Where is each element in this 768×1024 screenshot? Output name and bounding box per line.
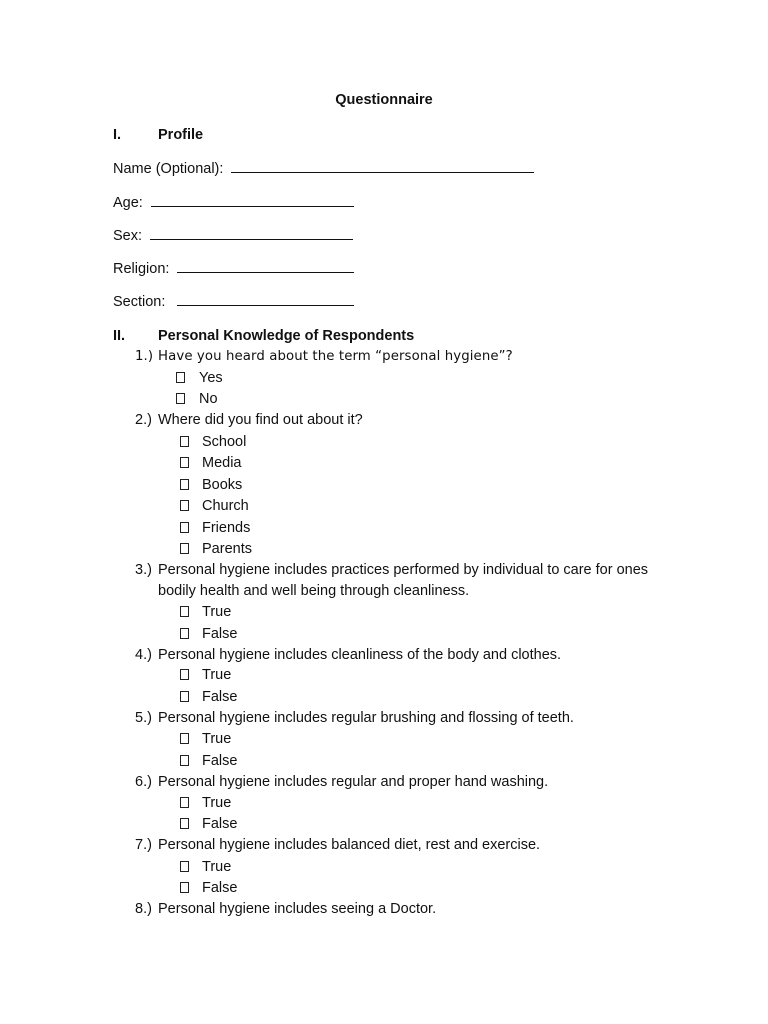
section-blank-line[interactable] — [177, 293, 354, 306]
checkbox[interactable] — [180, 436, 189, 447]
option-label: Parents — [202, 541, 252, 557]
option-true[interactable] — [176, 795, 231, 811]
checkbox[interactable] — [180, 818, 189, 829]
checkbox[interactable] — [180, 797, 189, 808]
sex-blank-line[interactable] — [150, 227, 353, 240]
option-label: School — [202, 434, 247, 450]
question-number: 1.) — [135, 349, 154, 364]
option-yes[interactable] — [176, 370, 223, 386]
checkbox[interactable] — [180, 500, 189, 511]
checkbox[interactable] — [180, 861, 189, 872]
section-title: Profile — [158, 127, 204, 143]
question-number: 2.) — [135, 412, 152, 428]
option-false[interactable] — [176, 753, 237, 769]
option-true[interactable] — [176, 731, 231, 747]
age-field[interactable] — [113, 194, 354, 211]
section-number: II. — [113, 328, 126, 344]
option-false[interactable] — [176, 626, 237, 642]
checkbox[interactable] — [180, 733, 189, 744]
option-label: No — [199, 391, 218, 407]
option-label: False — [202, 689, 238, 705]
option-false[interactable] — [176, 689, 237, 705]
question-4 — [135, 647, 561, 663]
option-label: False — [202, 626, 238, 642]
option-label: Yes — [199, 370, 223, 386]
section-knowledge-heading — [113, 328, 414, 344]
question-number: 4.) — [135, 647, 152, 663]
option-school[interactable] — [176, 434, 246, 450]
option-label: Books — [202, 477, 243, 493]
question-number: 6.) — [135, 774, 152, 790]
religion-label: Religion: — [113, 261, 170, 277]
section-title: Personal Knowledge of Respondents — [158, 328, 415, 344]
name-field[interactable] — [113, 160, 534, 177]
age-blank-line[interactable] — [151, 194, 354, 207]
age-label: Age: — [113, 195, 143, 211]
question-8 — [135, 901, 436, 917]
question-1 — [135, 349, 513, 364]
checkbox[interactable] — [180, 691, 189, 702]
question-3-continuation: bodily health and well being through cleanliness. — [158, 583, 470, 599]
question-number: 5.) — [135, 710, 152, 726]
section-field[interactable] — [113, 293, 354, 310]
checkbox[interactable] — [180, 606, 189, 617]
sex-field[interactable] — [113, 227, 353, 244]
checkbox[interactable] — [176, 372, 185, 383]
question-5 — [135, 710, 574, 726]
question-text: Personal hygiene includes practices performed by individual to care for ones — [158, 562, 649, 578]
option-friends[interactable] — [176, 520, 250, 536]
option-books[interactable] — [176, 477, 242, 493]
question-number: 3.) — [135, 562, 152, 578]
checkbox[interactable] — [180, 522, 189, 533]
option-media[interactable] — [176, 455, 242, 471]
option-label: Church — [202, 498, 249, 514]
question-2 — [135, 412, 363, 428]
question-3 — [135, 562, 648, 578]
question-text: Personal hygiene includes regular and proper hand washing. — [158, 774, 549, 790]
question-number: 7.) — [135, 837, 152, 853]
option-label: True — [202, 604, 232, 620]
section-number: I. — [113, 127, 122, 143]
name-blank-line[interactable] — [231, 160, 534, 173]
question-number: 8.) — [135, 901, 152, 917]
checkbox[interactable] — [180, 669, 189, 680]
name-label: Name (Optional): — [113, 161, 224, 177]
option-label: False — [202, 816, 238, 832]
option-label: True — [202, 795, 232, 811]
option-true[interactable] — [176, 604, 231, 620]
question-text: Personal hygiene includes seeing a Doctor. — [158, 901, 437, 917]
option-false[interactable] — [176, 880, 237, 896]
page-title: Questionnaire — [335, 92, 433, 108]
religion-field[interactable] — [113, 260, 354, 277]
option-church[interactable] — [176, 498, 249, 514]
checkbox[interactable] — [176, 393, 185, 404]
checkbox[interactable] — [180, 882, 189, 893]
option-true[interactable] — [176, 859, 231, 875]
question-7 — [135, 837, 540, 853]
option-label: Media — [202, 455, 242, 471]
option-parents[interactable] — [176, 541, 252, 557]
checkbox[interactable] — [180, 543, 189, 554]
sex-label: Sex: — [113, 228, 143, 244]
option-label: False — [202, 880, 238, 896]
checkbox[interactable] — [180, 457, 189, 468]
option-label: True — [202, 859, 232, 875]
option-label: False — [202, 753, 238, 769]
religion-blank-line[interactable] — [177, 260, 354, 273]
checkbox[interactable] — [180, 479, 189, 490]
option-false[interactable] — [176, 816, 237, 832]
question-text: Where did you find out about it? — [158, 412, 363, 428]
section-label: Section: — [113, 294, 166, 310]
option-no[interactable] — [176, 391, 218, 407]
question-text: Personal hygiene includes regular brushing and flossing of teeth. — [158, 710, 574, 726]
section-profile-heading — [113, 127, 203, 143]
option-true[interactable] — [176, 667, 231, 683]
checkbox[interactable] — [180, 628, 189, 639]
question-text: Have you heard about the term “personal hygiene”? — [158, 349, 513, 364]
question-6 — [135, 774, 548, 790]
checkbox[interactable] — [180, 755, 189, 766]
question-text: Personal hygiene includes balanced diet, rest and exercise. — [158, 837, 541, 853]
option-label: True — [202, 731, 232, 747]
option-label: Friends — [202, 520, 251, 536]
option-label: True — [202, 667, 232, 683]
question-text: Personal hygiene includes cleanliness of the body and clothes. — [158, 647, 562, 663]
